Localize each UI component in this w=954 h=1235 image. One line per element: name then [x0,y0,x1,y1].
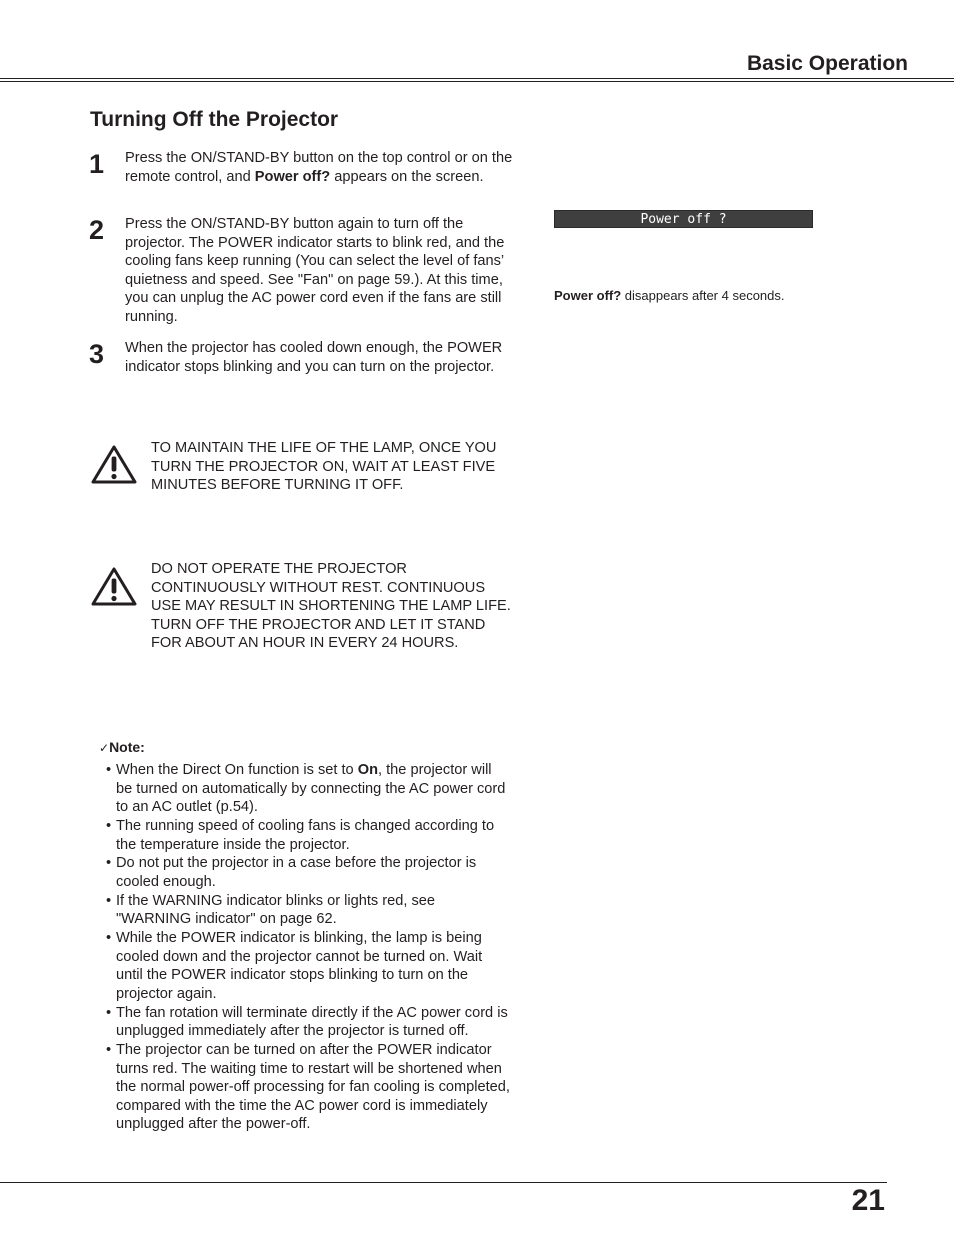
bullet-icon: • [106,929,112,946]
step-3-text: When the projector has cooled down enough, the POWER indicator stops blinking and you can turn on the projector. [125,340,503,375]
power-off-caption-text: disappears after 4 seconds. [621,288,785,303]
step-1-number: 1 [89,149,105,179]
note-item-text: When the Direct On function is set to [116,762,358,778]
bullet-icon: • [106,1004,112,1021]
power-off-caption-bold: Power off? [554,288,622,303]
note-label: Note: [109,739,145,755]
note-item [106,817,511,854]
note-item [106,854,511,891]
power-off-screen-message: Power off ? [554,210,813,228]
note-item [106,929,511,1004]
bullet-icon: • [106,892,112,909]
page-title: Turning Off the Projector [90,108,339,131]
note-item-bold: On [357,762,378,778]
warning-1-text: TO MAINTAIN THE LIFE OF THE LAMP, ONCE YOU TURN THE PROJECTOR ON, WAIT AT LEAST FIVE MINUTES BEFORE TURNING IT OFF. [151,440,497,494]
note-heading [99,739,145,755]
footer-rule [0,1182,887,1183]
warning-triangle-icon [91,566,137,606]
warning-2-text: DO NOT OPERATE THE PROJECTOR CONTINUOUSLY WITHOUT REST. CONTINUOUS USE MAY RESULT IN SHORTENING THE LAMP LIFE. TURN OFF THE PROJECTOR AND LET IT STAND FOR ABOUT AN HOUR IN EVERY 24 HOURS. [151,561,511,652]
note-item-text: The running speed of cooling fans is changed according to the temperature inside the projector. [116,817,495,853]
power-off-caption [554,288,785,304]
step-3-number: 3 [89,339,105,369]
step-1-text [125,149,515,186]
note-item [106,892,511,929]
note-item [106,1004,511,1041]
header-section-title: Basic Operation [746,52,908,75]
note-item-text: The fan rotation will terminate directly if the AC power cord is unplugged immediately after the projector is turned off. [116,1004,508,1040]
note-item-text: Do not put the projector in a case before the projector is cooled enough. [116,855,477,890]
bullet-icon: • [106,1041,112,1058]
checkmark-icon: ✓ [99,741,110,755]
note-item-text: If the WARNING indicator blinks or lights red, see "WARNING indicator" on page 62. [116,892,436,928]
note-item [106,761,511,817]
note-list [106,761,511,1134]
bullet-icon: • [106,762,112,778]
note-item-text: The projector can be turned on after the POWER indicator turns red. The waiting time to restart will be shortened when the normal power-off processing for fan cooling is completed, compared with the time the AC power cord is immediately unplugged after the power-off. [116,1041,510,1133]
step-2-number: 2 [89,215,105,245]
header-rule-bottom [0,81,954,82]
step-2-text: Press the ON/STAND-BY button again to turn off the projector. The POWER indicator starts to blink red, and the cooling fans keep running (You can select the level of fans’ quietness and speed. See "Fan" on page 59.). At this time, you can unplug the AC power cord even if the fans are still running. [125,216,505,325]
step-1-text-before: Press the ON/STAND-BY button on the top control or on the remote control, and [125,150,513,185]
step-1-text-after: appears on the screen. [330,168,484,185]
note-item-text-after: , the projector will be turned on automatically by connecting the AC power cord to an AC outlet (p.54). [116,762,506,816]
note-item-text: While the POWER indicator is blinking, the lamp is being cooled down and the projector cannot be turned on. Wait until the POWER indicator stops blinking to turn on the projector again. [116,929,483,1002]
note-item [106,1041,511,1134]
bullet-icon: • [106,855,112,872]
bullet-icon: • [106,817,112,834]
step-1-text-bold: Power off? [254,168,331,185]
warning-triangle-icon [91,444,137,484]
header-rule-top [0,78,954,79]
page-number: 21 [851,1184,885,1217]
